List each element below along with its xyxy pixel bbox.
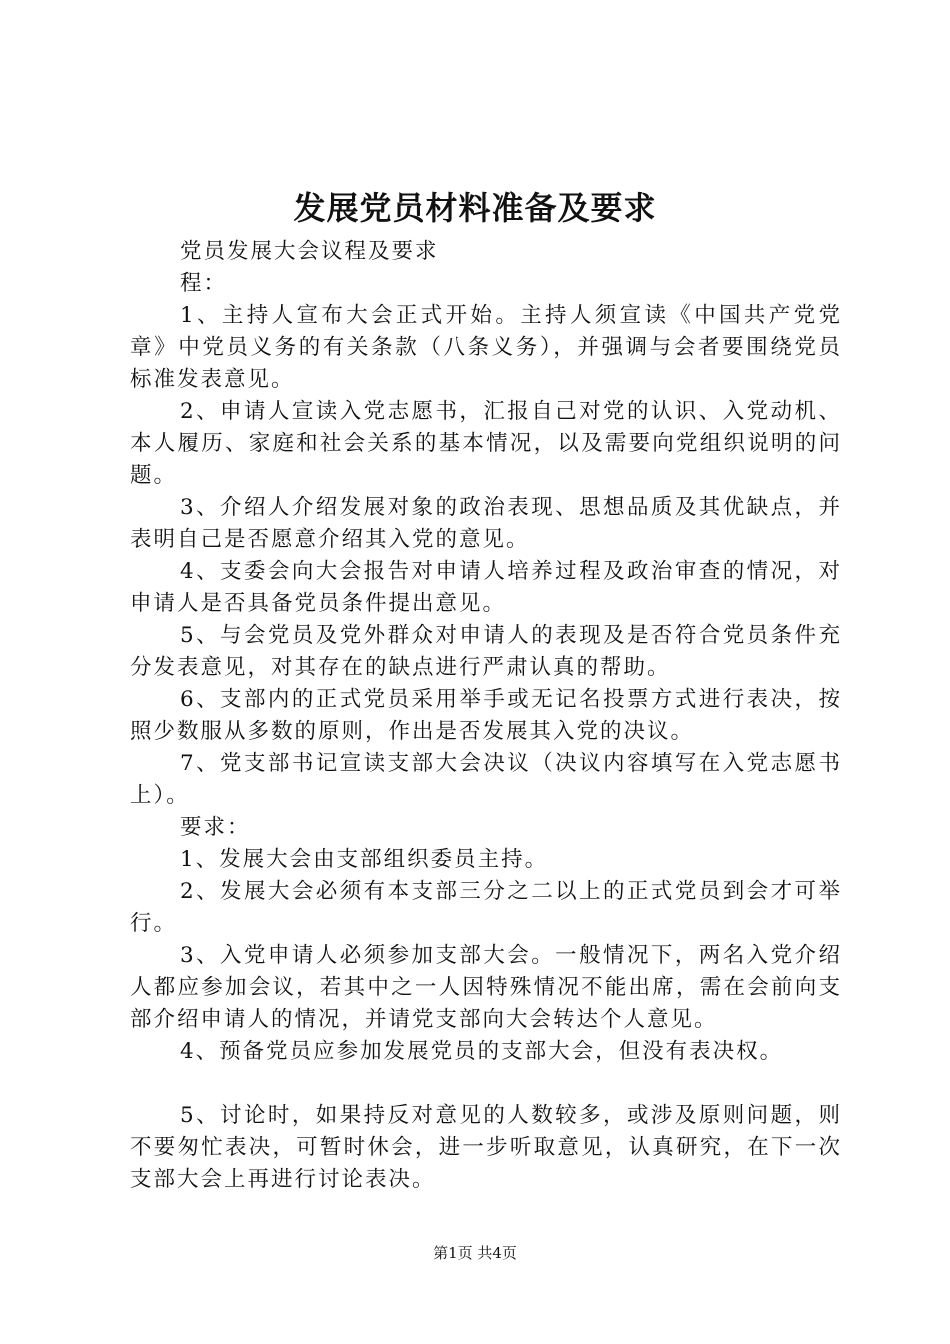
- paragraph-requirement-4: 4、预备党员应参加发展党员的支部大会，但没有表决权。: [180, 1039, 784, 1064]
- paragraph-procedure-3: 3、介绍人介绍发展对象的政治表现、思想品质及其优缺点，并表明自己是否愿意介绍其入党的意见。: [130, 495, 842, 552]
- document-body: [130, 236, 842, 1196]
- paragraph-subtitle: 党员发展大会议程及要求: [180, 239, 439, 264]
- paragraph-requirements-heading: 要求：: [180, 815, 251, 840]
- paragraph-requirement-1: 1、发展大会由支部组织委员主持。: [180, 847, 549, 872]
- paragraph-procedure-4: 4、支委会向大会报告对申请人培养过程及政治审查的情况，对申请人是否具备党员条件提出意见。: [130, 559, 842, 616]
- paragraph-procedure-6: 6、支部内的正式党员采用举手或无记名投票方式进行表决，按照少数服从多数的原则，作出是否发展其入党的决议。: [130, 687, 842, 744]
- paragraph-requirement-2: 2、发展大会必须有本支部三分之二以上的正式党员到会才可举行。: [130, 879, 842, 936]
- paragraph-procedure-5: 5、与会党员及党外群众对申请人的表现及是否符合党员条件充分发表意见，对其存在的缺点进行严肃认真的帮助。: [130, 623, 842, 680]
- paragraph-procedure-7: 7、党支部书记宣读支部大会决议（决议内容填写在入党志愿书上）。: [130, 751, 842, 808]
- paragraph-requirement-3: 3、入党申请人必须参加支部大会。一般情况下，两名入党介绍人都应参加会议，若其中之一人因特殊情况不能出席，需在会前向支部介绍申请人的情况，并请党支部向大会转达个人意见。: [130, 943, 842, 1032]
- page-number-footer: 第1页 共4页: [433, 1244, 517, 1262]
- paragraph-requirement-5: 5、讨论时，如果持反对意见的人数较多，或涉及原则问题，则不要匆忙表决，可暂时休会，进一步听取意见，认真研究，在下一次支部大会上再进行讨论表决。: [130, 1103, 842, 1192]
- document-title: 发展党员材料准备及要求: [293, 189, 657, 227]
- paragraph-procedure-2: 2、申请人宣读入党志愿书，汇报自己对党的认识、入党动机、本人履历、家庭和社会关系的基本情况，以及需要向党组织说明的问题。: [130, 399, 842, 488]
- paragraph-procedure-heading: 程：: [180, 271, 228, 296]
- paragraph-procedure-1: 1、主持人宣布大会正式开始。主持人须宣读《中国共产党党章》中党员义务的有关条款（八条义务），并强调与会者要围绕党员标准发表意见。: [130, 303, 842, 392]
